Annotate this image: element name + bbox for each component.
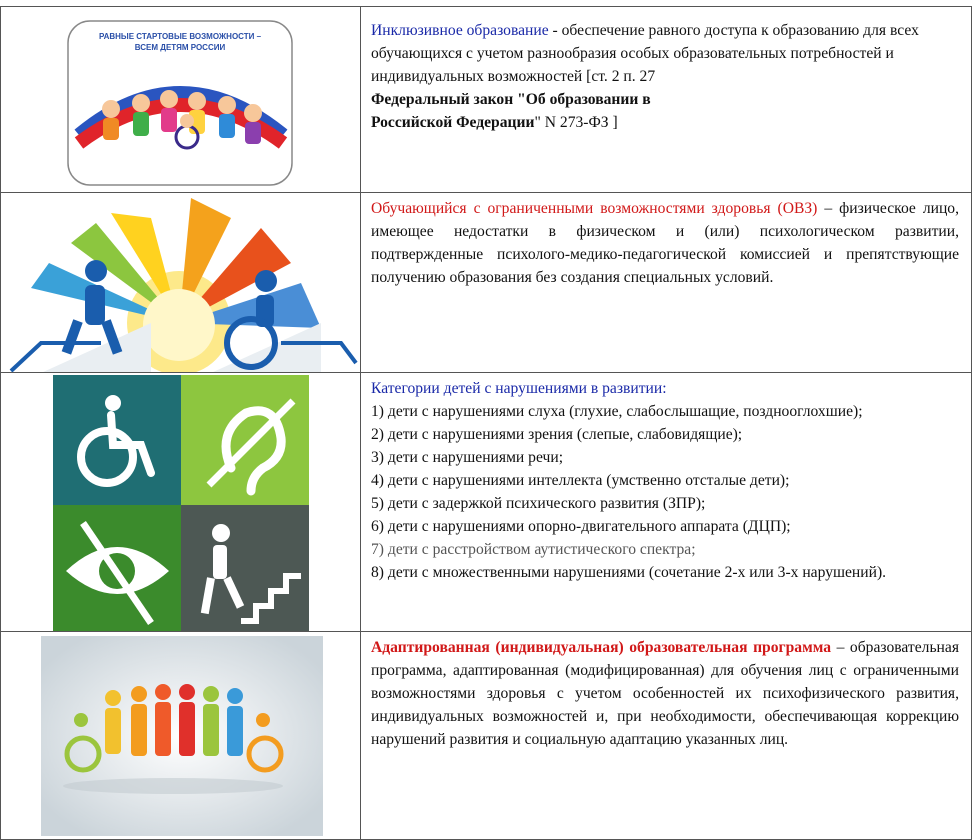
- category-item-7: 7) дети с расстройством аутистического спектра;: [371, 541, 696, 558]
- category-item-1: 1) дети с нарушениями слуха (глухие, слабослышащие, позднооглохшие);: [371, 403, 863, 420]
- inclusive-logo: [1, 17, 360, 189]
- disability-icons-grid: [1, 373, 360, 632]
- table-row-categories: [0, 372, 972, 632]
- ovz-text: – физическое лицо, имеющее недостатки в физическом и (или) психологическом развитии, подтвержденные психолого-медико-педагогической комиссией и препятствующие получению образования без создания специальных условий.: [371, 200, 959, 286]
- category-item-2: 2) дети с нарушениями зрения (слепые, слабовидящие);: [371, 426, 743, 443]
- people-figures-illustration: [1, 636, 360, 836]
- logo-banner-line1: РАВНЫЕ СТАРТОВЫЕ ВОЗМОЖНОСТИ –: [98, 32, 262, 41]
- ovz-definition: [362, 197, 959, 289]
- term-ovz: Обучающийся с ограниченными возможностями здоровья (ОВЗ): [371, 200, 818, 217]
- category-item-6: 6) дети с нарушениями опорно-двигательного аппарата (ДЦП);: [371, 518, 791, 535]
- inclusive-text: - обеспечение равного доступа к образованию для всех обучающихся с учетом разнообразия особых образовательных потребностей и индивидуальных возможностей [ст. 2 п. 27: [371, 22, 919, 85]
- category-item-5: 5) дети с задержкой психического развития (ЗПР);: [371, 495, 706, 512]
- adapted-program-text: – образовательная программа, адаптированная (модифицированная) для обучения лиц с ограниченными возможностями здоровья с учетом особенностей их психофизического развития, индивидуальных возможностей и, при необходимости, обеспечивающая коррекцию нарушений развития и социальную адаптацию указанных лиц.: [371, 639, 959, 748]
- term-adapted-program: Адаптированная (индивидуальная) образовательная программа: [371, 639, 832, 656]
- categories-list: [362, 377, 959, 584]
- law-reference-1: Федеральный закон "Об образовании в: [371, 91, 651, 108]
- law-reference-3: " N 273-ФЗ ]: [534, 114, 618, 131]
- ovz-illustration: [1, 193, 360, 373]
- logo-banner-line2: ВСЕМ ДЕТЯМ РОССИИ: [134, 43, 226, 52]
- table-row-inclusive: [0, 6, 972, 193]
- adapted-program-definition: [362, 636, 959, 751]
- category-item-4: 4) дети с нарушениями интеллекта (умственно отсталые дети);: [371, 472, 790, 489]
- law-reference-2: Российской Федерации: [371, 114, 535, 131]
- table-row-ovz: [0, 192, 972, 373]
- category-item-3: 3) дети с нарушениями речи;: [371, 449, 564, 466]
- category-item-8: 8) дети с множественными нарушениями (сочетание 2-х или 3-х нарушений).: [371, 564, 887, 581]
- term-inclusive: Инклюзивное образование: [371, 22, 549, 39]
- table-row-adapted-program: [0, 631, 972, 840]
- inclusive-definition: [362, 19, 959, 134]
- categories-title: Категории детей с нарушениями в развитии:: [371, 380, 667, 397]
